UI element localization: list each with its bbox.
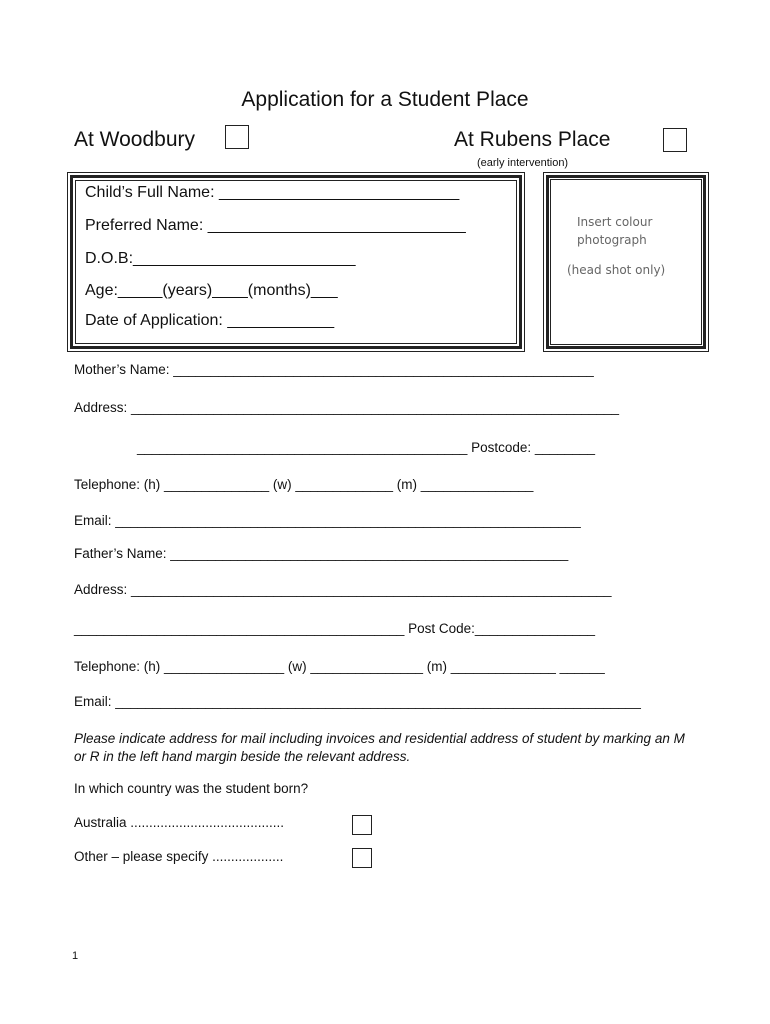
dob-field[interactable]: D.O.B:_________________________: [85, 250, 356, 267]
site-label-woodbury: At Woodbury: [74, 128, 196, 151]
date-of-application-field[interactable]: Date of Application: ____________: [85, 312, 335, 329]
father-telephone-field[interactable]: Telephone: (h) ________________ (w) _______________ (m) ______________ ______: [74, 659, 605, 674]
birth-option-australia-label: Australia .........................................: [74, 815, 285, 830]
mother-address-field[interactable]: Address: _________________________________________________________________: [74, 400, 620, 415]
woodbury-checkbox[interactable]: [225, 125, 249, 149]
photo-instruction-line1: Insert colour: [577, 215, 653, 229]
mother-address-line2-field[interactable]: ____________________________________________ Postcode: ________: [137, 440, 595, 455]
father-name-field[interactable]: Father’s Name: _____________________________________________________: [74, 546, 569, 561]
photo-instruction-line3: (head shot only): [567, 263, 666, 277]
rubens-place-checkbox[interactable]: [663, 128, 687, 152]
site-label-rubens-place: At Rubens Place: [454, 128, 611, 151]
age-field[interactable]: Age:_____(years)____(months)___: [85, 282, 338, 299]
birth-australia-checkbox[interactable]: [352, 815, 372, 835]
page-title: Application for a Student Place: [241, 88, 529, 111]
mother-telephone-field[interactable]: Telephone: (h) ______________ (w) _____________ (m) _______________: [74, 477, 534, 492]
birth-country-question: In which country was the student born?: [74, 781, 309, 796]
rubens-place-note: (early intervention): [477, 157, 569, 169]
mother-name-field[interactable]: Mother’s Name: ________________________________________________________: [74, 362, 594, 377]
father-address-field[interactable]: Address: ________________________________________________________________: [74, 582, 612, 597]
father-email-field[interactable]: Email: ______________________________________________________________________: [74, 694, 641, 709]
mother-email-field[interactable]: Email: ______________________________________________________________: [74, 513, 581, 528]
page-number: 1: [72, 950, 79, 962]
birth-option-other-label: Other – please specify ...................: [74, 849, 284, 864]
photo-frame-inner[interactable]: [550, 179, 702, 345]
father-address-line2-field[interactable]: ____________________________________________ Post Code:________________: [74, 621, 596, 636]
preferred-name-field[interactable]: Preferred Name: _____________________________: [85, 217, 466, 234]
mail-address-instruction: Please indicate address for mail including invoices and residential address of student by marking an M or R in the left hand margin beside the relevant address.: [74, 731, 685, 764]
child-full-name-field[interactable]: Child’s Full Name: ___________________________: [85, 184, 460, 201]
photo-instruction-line2: photograph: [577, 233, 647, 247]
birth-other-checkbox[interactable]: [352, 848, 372, 868]
